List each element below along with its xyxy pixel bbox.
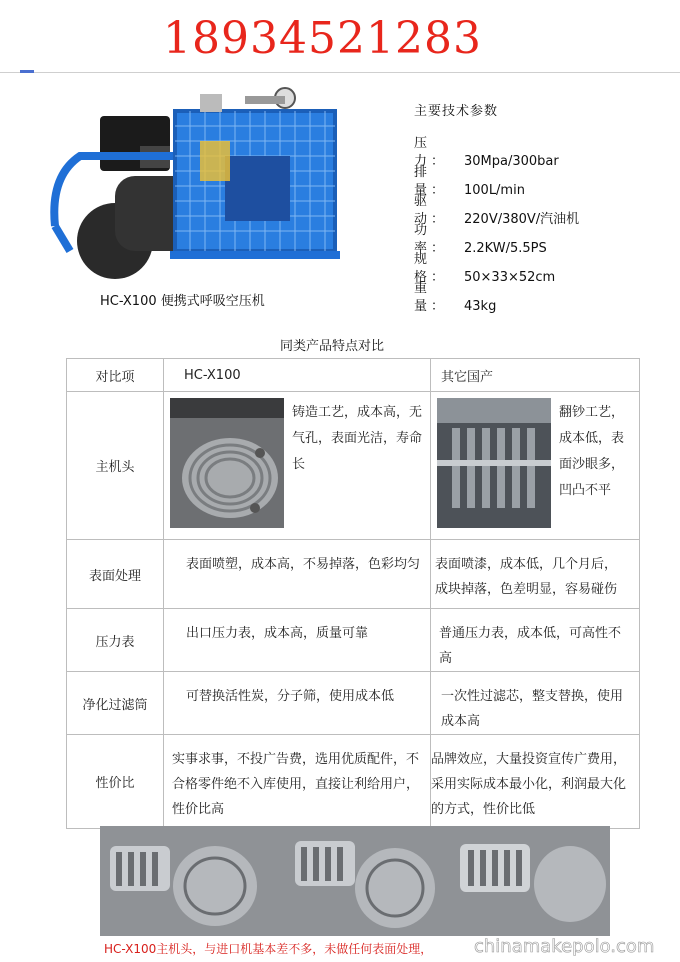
row-ours-text: 实事求事，不投广告费，选用优质配件，不合格零件绝不入库使用，直接让利给用户，性价比高 (172, 752, 420, 817)
row-ours-text: 铸造工艺，成本高，无气孔，表面光洁，寿命长 (292, 405, 423, 472)
table-row (67, 735, 640, 829)
spec-key: 规格： (414, 252, 449, 285)
row-label: 净化过滤筒 (67, 672, 164, 735)
spec-value: 220V/380V/汽油机 (464, 212, 580, 227)
product-caption: HC-X100 便携式呼吸空压机 (100, 294, 265, 309)
table-row (67, 672, 640, 735)
spec-value: 2.2KW/5.5PS (464, 241, 547, 256)
engine-head-image (437, 398, 551, 528)
row-label: 压力表 (67, 609, 164, 672)
row-label: 主机头 (67, 392, 164, 540)
row-other-text: 翻钞工艺，成本低，表面沙眼多，凹凸不平 (559, 405, 625, 498)
row-label: 性价比 (67, 735, 164, 829)
spec-value: 50×33×52cm (464, 270, 556, 285)
spec-list (414, 100, 580, 314)
row-ours-text: 可替换活性炭，分子筛，使用成本低 (186, 689, 395, 704)
spec-key: 压力： (414, 136, 449, 169)
spec-title: 主要技术参数 (414, 104, 499, 119)
header-item: 对比项 (67, 359, 164, 392)
divider-accent (20, 70, 34, 73)
table-header-row (67, 359, 640, 392)
spec-value: 43kg (464, 299, 497, 314)
compressor-image (40, 86, 350, 286)
row-ours-text: 表面喷塑，成本高，不易掉落，色彩均匀 (186, 557, 421, 572)
spec-key: 功率： (414, 223, 449, 256)
spec-value: 30Mpa/300bar (464, 154, 559, 169)
row-other-text: 表面喷漆，成本低，几个月后，成块掉落，色差明显，容易碰伤 (435, 557, 618, 597)
table-row (67, 392, 640, 540)
spec-key: 排量： (414, 165, 449, 198)
phone-number: 18934521283 (163, 13, 482, 64)
spec-row (414, 251, 579, 285)
row-other-text: 品牌效应，大量投资宣传广费用，采用实际成本最小化，利润最大化的方式，性价比低 (431, 752, 627, 817)
spec-row (414, 135, 579, 169)
row-label: 表面处理 (67, 540, 164, 609)
comparison-title: 同类产品特点对比 (280, 339, 385, 354)
table-row (67, 609, 640, 672)
table-row (67, 540, 640, 609)
spec-row (414, 193, 580, 227)
engine-head-image (170, 398, 284, 528)
row-other-text: 一次性过滤芯，整支替换，使用成本高 (441, 689, 624, 729)
row-ours-text: 出口压力表，成本高，质量可靠 (186, 626, 369, 641)
row-other-text: 普通压力表，成本低，可高性不高 (439, 626, 622, 666)
header-ours: HC-X100 (164, 359, 431, 392)
comparison-table (66, 358, 640, 829)
header-other: 其它国产 (431, 359, 640, 392)
divider (0, 72, 680, 73)
spec-key: 驱动： (414, 194, 449, 227)
bottom-caption: HC-X100主机头，与进口机基本差不多，未做任何表面处理， (104, 942, 433, 956)
spec-value: 100L/min (464, 183, 525, 198)
spec-key: 重量： (414, 281, 449, 314)
watermark: chinamakepolo.com (474, 936, 655, 957)
engine-gallery-image (100, 826, 610, 936)
